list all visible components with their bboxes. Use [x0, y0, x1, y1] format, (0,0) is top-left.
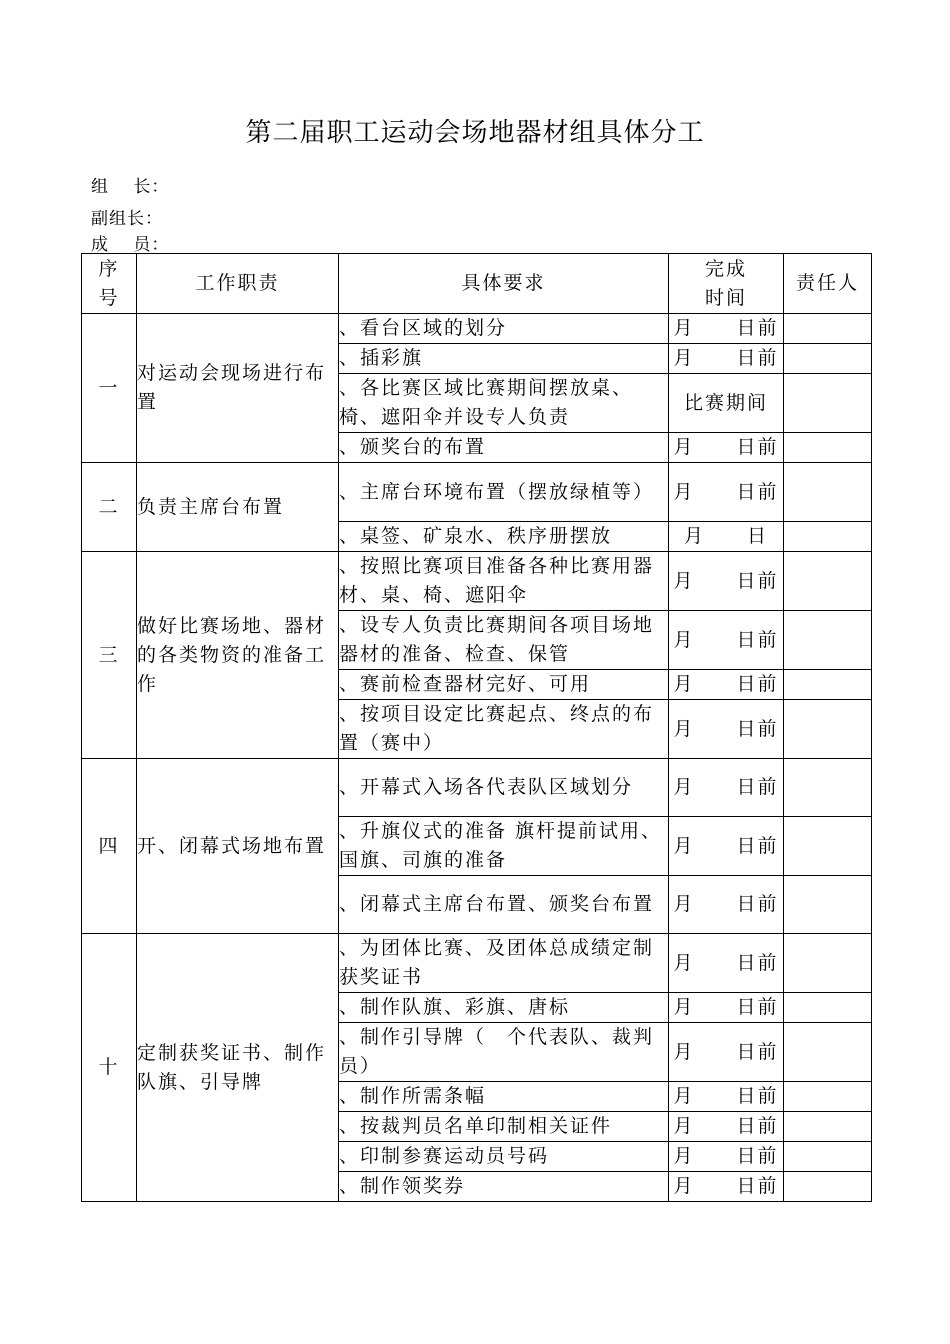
requirement-cell: 、制作领奖券 — [339, 1172, 669, 1202]
person-cell — [784, 344, 872, 374]
header-seq: 序 号 — [82, 254, 137, 314]
time-cell: 月 日前 — [669, 934, 784, 993]
group-seq: 三 — [82, 552, 137, 759]
person-cell — [784, 1142, 872, 1172]
requirement-cell: 、闭幕式主席台布置、颁奖台布置 — [339, 876, 669, 934]
time-cell: 月 日前 — [669, 552, 784, 611]
requirement-cell: 、开幕式入场各代表队区域划分 — [339, 759, 669, 817]
time-cell: 月 日 — [669, 522, 784, 552]
person-cell — [784, 522, 872, 552]
person-cell — [784, 1082, 872, 1112]
person-cell — [784, 374, 872, 433]
time-cell: 月 日前 — [669, 993, 784, 1023]
person-cell — [784, 1112, 872, 1142]
group-seq: 四 — [82, 759, 137, 934]
requirement-cell: 、制作队旗、彩旗、唐标 — [339, 993, 669, 1023]
requirement-cell: 、主席台环境布置（摆放绿植等） — [339, 463, 669, 522]
person-cell — [784, 670, 872, 700]
time-cell: 月 日前 — [669, 611, 784, 670]
time-cell: 月 日前 — [669, 670, 784, 700]
time-cell: 月 日前 — [669, 759, 784, 817]
requirement-cell: 、制作所需条幅 — [339, 1082, 669, 1112]
person-cell — [784, 759, 872, 817]
requirement-cell: 、升旗仪式的准备 旗杆提前试用、国旗、司旗的准备 — [339, 817, 669, 876]
person-cell — [784, 876, 872, 934]
time-cell: 月 日前 — [669, 1172, 784, 1202]
requirement-cell: 、插彩旗 — [339, 344, 669, 374]
person-cell — [784, 1172, 872, 1202]
header-duty: 工作职责 — [137, 254, 339, 314]
table-row — [82, 314, 872, 344]
person-cell — [784, 993, 872, 1023]
requirement-cell: 、按裁判员名单印制相关证件 — [339, 1112, 669, 1142]
requirement-cell: 、按照比赛项目准备各种比赛用器材、桌、椅、遮阳伞 — [339, 552, 669, 611]
requirement-cell: 、制作引导牌（ 个代表队、裁判员） — [339, 1023, 669, 1082]
leader-label: 组 长： — [91, 177, 170, 197]
time-cell: 月 日前 — [669, 700, 784, 759]
time-cell: 月 日前 — [669, 1082, 784, 1112]
person-cell — [784, 463, 872, 522]
group-duty: 负责主席台布置 — [137, 463, 339, 552]
page-title: 第二届职工运动会场地器材组具体分工 — [245, 118, 705, 148]
requirement-cell: 、赛前检查器材完好、可用 — [339, 670, 669, 700]
header-responsible-person: 责任人 — [784, 254, 872, 314]
table-row — [82, 934, 872, 993]
requirement-cell: 、按项目设定比赛起点、终点的布置（赛中） — [339, 700, 669, 759]
time-cell: 月 日前 — [669, 817, 784, 876]
time-cell: 月 日前 — [669, 876, 784, 934]
group-duty: 开、闭幕式场地布置 — [137, 759, 339, 934]
group-duty: 定制获奖证书、制作队旗、引导牌 — [137, 934, 339, 1202]
time-cell: 月 日前 — [669, 463, 784, 522]
person-cell — [784, 934, 872, 993]
time-cell: 月 日前 — [669, 344, 784, 374]
requirement-cell: 、设专人负责比赛期间各项目场地器材的准备、检查、保管 — [339, 611, 669, 670]
header-requirement: 具体要求 — [339, 254, 669, 314]
deputy-leader-label: 副组长： — [91, 209, 163, 229]
time-cell: 月 日前 — [669, 1023, 784, 1082]
time-cell: 比赛期间 — [669, 374, 784, 433]
requirement-cell: 、看台区域的划分 — [339, 314, 669, 344]
requirement-cell: 、桌签、矿泉水、秩序册摆放 — [339, 522, 669, 552]
person-cell — [784, 314, 872, 344]
group-seq: 二 — [82, 463, 137, 552]
person-cell — [784, 700, 872, 759]
group-duty: 对运动会现场进行布置 — [137, 314, 339, 463]
requirement-cell: 、为团体比赛、及团体总成绩定制获奖证书 — [339, 934, 669, 993]
group-seq: 一 — [82, 314, 137, 463]
person-cell — [784, 1023, 872, 1082]
table-row — [82, 463, 872, 522]
group-duty: 做好比赛场地、器材的各类物资的准备工作 — [137, 552, 339, 759]
time-cell: 月 日前 — [669, 433, 784, 463]
person-cell — [784, 433, 872, 463]
members-label: 成 员： — [91, 235, 170, 255]
table-row — [82, 759, 872, 817]
duty-table — [81, 253, 872, 1202]
person-cell — [784, 611, 872, 670]
time-cell: 月 日前 — [669, 1112, 784, 1142]
time-cell: 月 日前 — [669, 314, 784, 344]
table-header-row — [82, 254, 872, 314]
requirement-cell: 、各比赛区域比赛期间摆放桌、椅、遮阳伞并设专人负责 — [339, 374, 669, 433]
header-completion-time: 完成 时间 — [669, 254, 784, 314]
requirement-cell: 、颁奖台的布置 — [339, 433, 669, 463]
requirement-cell: 、印制参赛运动员号码 — [339, 1142, 669, 1172]
person-cell — [784, 552, 872, 611]
time-cell: 月 日前 — [669, 1142, 784, 1172]
person-cell — [784, 817, 872, 876]
table-row — [82, 552, 872, 611]
group-seq: 十 — [82, 934, 137, 1202]
